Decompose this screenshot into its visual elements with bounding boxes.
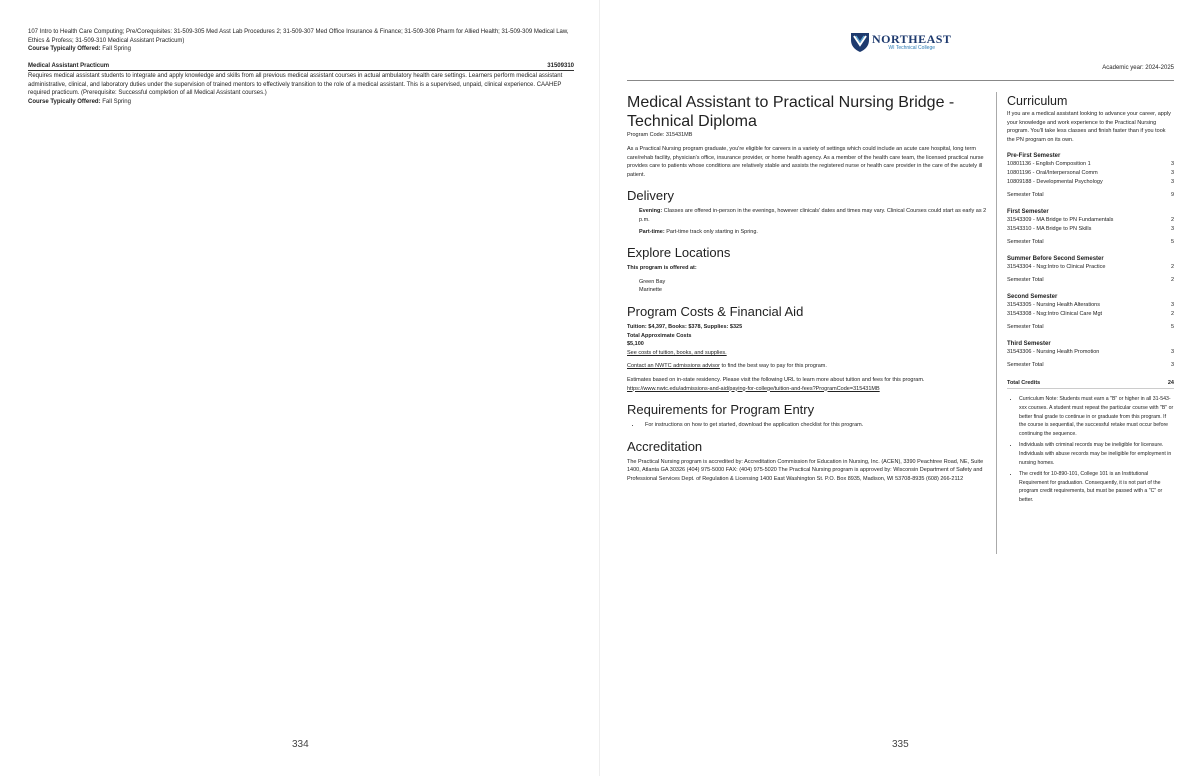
course-row bbox=[1007, 178, 1174, 187]
course-credits: 3 bbox=[1170, 179, 1174, 186]
semester-block bbox=[1007, 340, 1174, 370]
semester-list bbox=[1007, 152, 1174, 370]
total-credits-row bbox=[1007, 380, 1174, 389]
academic-year: Academic year: 2024-2025 bbox=[1102, 65, 1174, 71]
prereq-text: 107 Intro to Health Care Computing; Pre/Corequisites: 31-509-305 Med Asst Lab Procedures 2; 31-509-307 Med Office Insurance & Finance; 31-509-308 Pharm for Allied Health; 31-509-309 Medical Law, Ethics & Profess; 31-509-310 Medical Assistant Practicum) bbox=[28, 29, 569, 44]
course-name: 10809188 - Developmental Psychology bbox=[1007, 179, 1103, 186]
curriculum-heading: Curriculum bbox=[1007, 94, 1068, 108]
total-credits-label: Total Credits bbox=[1007, 380, 1041, 387]
course-credits: 2 bbox=[1170, 311, 1174, 318]
semester-block bbox=[1007, 208, 1174, 247]
logo-subtitle: WI Technical College bbox=[888, 45, 936, 51]
semester-total-row bbox=[1007, 191, 1174, 200]
program-intro: As a Practical Nursing program graduate, you're eligible for careers in a variety of settings which could include an acute care hospital, long term care/rehab facility, physician's office, insurance provider, or home health agency. As a member of the health care team, the licensed practical nurse provides care to patients whose conditions are relatively stable and assists the registered nurse or health care provider in the care of the acutely ill patient. bbox=[627, 146, 984, 178]
parttime-label: Part-time: bbox=[639, 228, 665, 235]
curriculum-note: • Individuals with criminal records may be ineligible for licensure. Individuals with abuse records may be ineligible for employment in nursing homes. bbox=[1019, 441, 1174, 467]
total-costs-label: Total Approximate Costs bbox=[627, 332, 692, 339]
tuition-url-link[interactable]: https://www.nwtc.edu/admissions-and-aid/paying-for-college/tuition-and-fees?ProgramCode=315431MB bbox=[627, 385, 880, 392]
course-credits: 3 bbox=[1170, 226, 1174, 233]
course-credits: 3 bbox=[1170, 349, 1174, 356]
requirement-item: • For instructions on how to get started, download the application checklist for this program. bbox=[641, 421, 987, 430]
course-description: Requires medical assistant students to integrate and apply knowledge and skills from all previous medical assistant courses in actual ambulatory health care settings. Learners perform medical assistant administrative, clinical, and laboratory duties under the supervision of trained mentors to effectively transition to the role of a medical assistant. This is a supervised, unpaid, clinical experience. CAAHEP required practicum. (Prerequisite: Successful completion of all Medical Assistant courses.) bbox=[28, 73, 563, 97]
course-offered-label: Course Typically Offered: bbox=[28, 98, 101, 105]
evening-label: Evening: bbox=[639, 208, 663, 215]
locations-list bbox=[627, 278, 987, 295]
semester-total-value: 9 bbox=[1170, 192, 1174, 199]
course-row bbox=[1007, 160, 1174, 169]
prereq-block bbox=[28, 28, 574, 54]
semester-total-row bbox=[1007, 323, 1174, 332]
course-offered-value: Fall Spring bbox=[102, 98, 131, 105]
locations-heading: Explore Locations bbox=[627, 245, 731, 261]
course-header bbox=[28, 63, 574, 71]
course-name: 31543310 - MA Bridge to PN Skills bbox=[1007, 226, 1092, 233]
semester-total-row bbox=[1007, 276, 1174, 285]
curriculum-intro: If you are a medical assistant looking to advance your career, apply your knowledge and work experience to the Practical Nursing program. You'll take less classes and finish faster than if you took the PN program on its own. bbox=[1007, 111, 1171, 143]
contact-advisor-link[interactable]: Contact an NWTC admissions advisor bbox=[627, 363, 720, 370]
semester-title: First Semester bbox=[1007, 209, 1049, 216]
semester-block bbox=[1007, 152, 1174, 200]
course-name: 31543306 - Nursing Health Promotion bbox=[1007, 349, 1100, 356]
course-credits: 2 bbox=[1170, 217, 1174, 224]
locations-intro: This program is offered at: bbox=[627, 265, 697, 272]
semester-total-value: 5 bbox=[1170, 324, 1174, 331]
semester-total-row bbox=[1007, 238, 1174, 247]
curriculum-note: • Curriculum Note: Students must earn a "B" or higher in all 31-543-xxx courses. A student must repeat the particular course with "B" or better final grade to continue in or graduate from this program. If the course is sequential, the successful retake must occur before continuing the sequence. bbox=[1019, 395, 1174, 438]
course-credits: 2 bbox=[1170, 264, 1174, 271]
estimates-block bbox=[627, 376, 987, 393]
program-title: Medical Assistant to Practical Nursing Bridge - Technical Diploma bbox=[627, 94, 955, 130]
contact-advisor bbox=[627, 362, 987, 371]
semester-total-label: Semester Total bbox=[1007, 239, 1044, 246]
course-name: 31543304 - Nsg:Intro to Clinical Practice bbox=[1007, 264, 1106, 271]
semester-block bbox=[1007, 255, 1174, 285]
course-row bbox=[1007, 169, 1174, 178]
course-row bbox=[1007, 348, 1174, 357]
course-entry bbox=[28, 63, 574, 106]
see-costs-link[interactable]: See costs of tuition, books, and supplies. bbox=[627, 349, 727, 356]
location-item: Marinette bbox=[639, 287, 662, 294]
course-credits: 3 bbox=[1170, 170, 1174, 177]
total-costs-value: $5,100 bbox=[627, 341, 644, 348]
course-number: 31509310 bbox=[547, 63, 574, 69]
course-title: Medical Assistant Practicum bbox=[28, 63, 110, 69]
parttime-text: Part-time track only starting in Spring. bbox=[666, 228, 758, 235]
semester-total-value: 5 bbox=[1170, 239, 1174, 246]
costs-heading: Program Costs & Financial Aid bbox=[627, 303, 804, 319]
course-row bbox=[1007, 301, 1174, 310]
semester-title: Third Semester bbox=[1007, 341, 1051, 348]
program-code: Program Code: 315431MB bbox=[627, 132, 693, 138]
page-number-left: 334 bbox=[292, 739, 309, 750]
course-name: 10801136 - English Composition 1 bbox=[1007, 161, 1091, 168]
main-column bbox=[627, 93, 987, 486]
course-row bbox=[1007, 225, 1174, 234]
total-credits-value: 24 bbox=[1167, 380, 1174, 387]
requirements-heading: Requirements for Program Entry bbox=[627, 402, 815, 418]
semester-total-label: Semester Total bbox=[1007, 192, 1044, 199]
right-page bbox=[600, 0, 1200, 776]
curriculum-notes bbox=[1007, 395, 1174, 504]
college-logo bbox=[850, 31, 951, 53]
accreditation-heading: Accreditation bbox=[627, 438, 703, 454]
location-item: Green Bay bbox=[639, 278, 666, 285]
semester-total-value: 3 bbox=[1170, 362, 1174, 369]
logo-name: NORTHEAST bbox=[872, 32, 952, 46]
course-row bbox=[1007, 310, 1174, 319]
course-name: 31543309 - MA Bridge to PN Fundamentals bbox=[1007, 217, 1114, 224]
delivery-evening bbox=[627, 207, 987, 224]
requirements-list bbox=[627, 421, 987, 430]
course-row bbox=[1007, 263, 1174, 272]
contact-advisor-text: to find the best way to pay for this program. bbox=[719, 363, 827, 370]
offered-value: Fall Spring bbox=[102, 46, 131, 53]
semester-total-value: 2 bbox=[1170, 277, 1174, 284]
semester-total-label: Semester Total bbox=[1007, 362, 1044, 369]
shield-logo-icon bbox=[850, 31, 870, 53]
header-divider bbox=[627, 80, 1174, 81]
semester-block bbox=[1007, 293, 1174, 332]
curriculum-sidebar bbox=[996, 92, 1174, 554]
semester-total-label: Semester Total bbox=[1007, 324, 1044, 331]
delivery-parttime bbox=[627, 228, 987, 237]
course-row bbox=[1007, 216, 1174, 225]
semester-total-label: Semester Total bbox=[1007, 277, 1044, 284]
course-credits: 3 bbox=[1170, 302, 1174, 309]
course-credits: 3 bbox=[1170, 161, 1174, 168]
offered-label: Course Typically Offered: bbox=[28, 46, 101, 53]
estimates-text: Estimates based on in-state residency. Please visit the following URL to learn more about tuition and fees for this program. bbox=[627, 376, 925, 383]
course-name: 10801196 - Oral/Interpersonal Comm bbox=[1007, 170, 1098, 177]
page-number-right: 335 bbox=[892, 739, 909, 750]
accreditation-text: The Practical Nursing program is accredited by: Accreditation Commission for Education in Nursing, Inc. (ACEN), 3390 Peachtree Road, NE, Suite 1400, Atlanta GA 30326 (404) 975-5000 FAX: (404) 975-5020 The Practical Nursing program is approved by: Wisconsin Department of Safety and Professional Services Dept. of Regulation & Licensing 1400 East Washington St. P.O. Box 8935, Madison, WI 53708-8935 (608) 266-2112 bbox=[627, 458, 984, 482]
course-name: 31543308 - Nsg:Intro Clinical Care Mgt bbox=[1007, 311, 1103, 318]
evening-text: Classes are offered in-person in the evenings, however clinicals' dates and times may vary. Clinical Courses could start as early as 2 p.m. bbox=[639, 208, 987, 223]
semester-title: Second Semester bbox=[1007, 294, 1058, 301]
course-name: 31543305 - Nursing Health Alterations bbox=[1007, 302, 1100, 309]
semester-title: Summer Before Second Semester bbox=[1007, 256, 1104, 263]
costs-block bbox=[627, 323, 987, 357]
semester-total-row bbox=[1007, 361, 1174, 370]
delivery-heading: Delivery bbox=[627, 188, 674, 204]
curriculum-note: • The credit for 10-890-101, College 101 is an Institutional Requirement for graduation. Consequently, it is not part of the program credit requirements, but must be passed with a "C" or better. bbox=[1019, 470, 1174, 504]
costs-line: Tuition: $4,397, Books: $378, Supplies: $325 bbox=[627, 323, 743, 330]
semester-title: Pre-First Semester bbox=[1007, 153, 1061, 160]
